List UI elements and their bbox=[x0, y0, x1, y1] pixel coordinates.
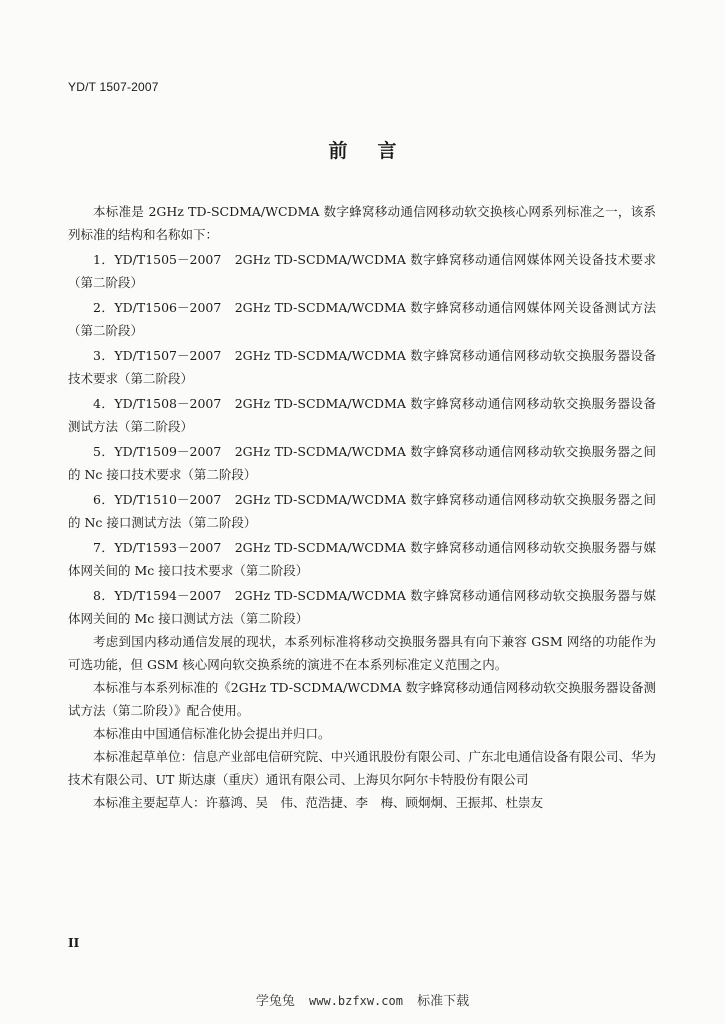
document-body bbox=[68, 200, 656, 814]
page-number: II bbox=[68, 936, 80, 950]
standard-item-7: 7．YD/T1593－2007 2GHz TD-SCDMA/WCDMA 数字蜂窝移动通信网移动软交换服务器与媒体网关间的 Mc 接口技术要求（第二阶段） bbox=[68, 540, 656, 578]
standard-item-5: 5．YD/T1509－2007 2GHz TD-SCDMA/WCDMA 数字蜂窝移动通信网移动软交换服务器之间的 Nc 接口技术要求（第二阶段） bbox=[68, 444, 656, 482]
page-title: 前言 bbox=[328, 140, 427, 162]
document-code: YD/T 1507-2007 bbox=[68, 80, 159, 94]
standard-item-8: 8．YD/T1594－2007 2GHz TD-SCDMA/WCDMA 数字蜂窝移动通信网移动软交换服务器与媒体网关间的 Mc 接口测试方法（第二阶段） bbox=[68, 588, 656, 626]
usage-paragraph: 本标准与本系列标准的《2GHz TD-SCDMA/WCDMA 数字蜂窝移动通信网移动软交换服务器设备测试方法（第二阶段）》配合使用。 bbox=[68, 680, 656, 718]
standard-item-6: 6．YD/T1510－2007 2GHz TD-SCDMA/WCDMA 数字蜂窝移动通信网移动软交换服务器之间的 Nc 接口测试方法（第二阶段） bbox=[68, 492, 656, 530]
footer-tagline: 标准下载 bbox=[417, 994, 470, 1009]
footer-url[interactable]: www.bzfxw.com bbox=[309, 994, 403, 1008]
intro-paragraph: 本标准是 2GHz TD-SCDMA/WCDMA 数字蜂窝移动通信网移动软交换核心网系列标准之一，该系列标准的结构和名称如下： bbox=[68, 204, 656, 242]
drafters-paragraph: 本标准主要起草人：许慕鸿、吴 伟、范浩捷、李 梅、顾炯炯、王振邦、杜崇友 bbox=[93, 795, 544, 810]
proposer-paragraph: 本标准由中国通信标准化协会提出并归口。 bbox=[93, 726, 331, 741]
standard-item-2: 2．YD/T1506－2007 2GHz TD-SCDMA/WCDMA 数字蜂窝移动通信网媒体网关设备测试方法（第二阶段） bbox=[68, 300, 656, 338]
standard-item-3: 3．YD/T1507－2007 2GHz TD-SCDMA/WCDMA 数字蜂窝移动通信网移动软交换服务器设备技术要求（第二阶段） bbox=[68, 348, 656, 386]
scope-paragraph: 考虑到国内移动通信发展的现状，本系列标准将移动交换服务器具有向下兼容 GSM 网络的功能作为可选功能，但 GSM 核心网向软交换系统的演进不在本系列标准定义范围之内。 bbox=[68, 634, 656, 672]
footer-site-name: 学兔兔 bbox=[255, 994, 295, 1009]
standard-item-1: 1．YD/T1505－2007 2GHz TD-SCDMA/WCDMA 数字蜂窝移动通信网媒体网关设备技术要求（第二阶段） bbox=[68, 252, 656, 290]
footer bbox=[0, 990, 725, 1009]
drafting-units-paragraph: 本标准起草单位：信息产业部电信研究院、中兴通讯股份有限公司、广东北电通信设备有限公司、华为技术有限公司、UT 斯达康（重庆）通讯有限公司、上海贝尔阿尔卡特股份有限公司 bbox=[68, 749, 656, 787]
standard-item-4: 4．YD/T1508－2007 2GHz TD-SCDMA/WCDMA 数字蜂窝移动通信网移动软交换服务器设备测试方法（第二阶段） bbox=[68, 396, 656, 434]
